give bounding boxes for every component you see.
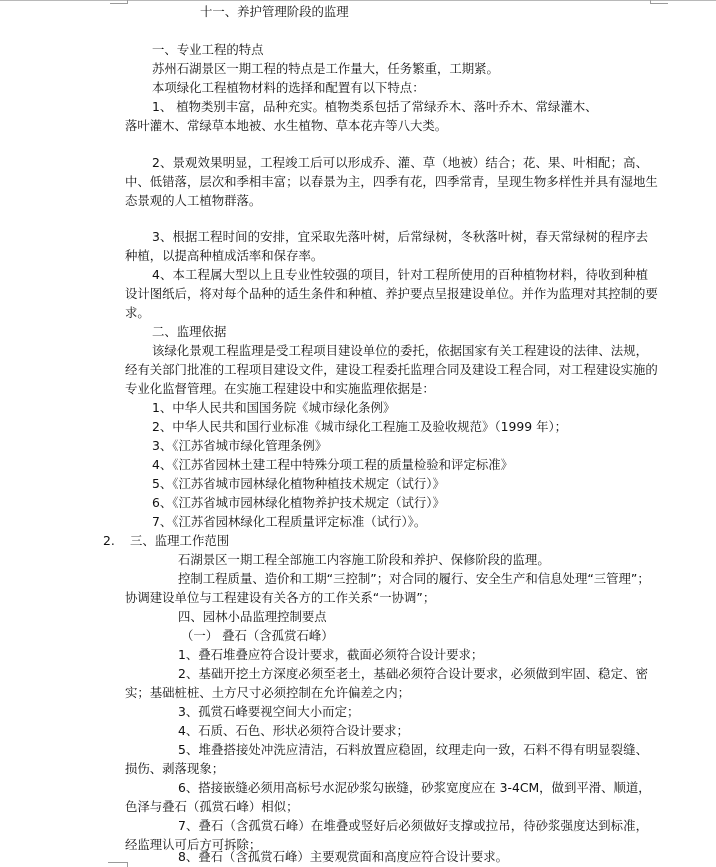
list-item-line: 2、景观效果明显，工程竣工后可以形成乔、灌、草（地被）结合；花、果、叶相配；高、 [152, 155, 648, 170]
paragraph-line: 石湖景区一期工程全部施工内容施工阶段和养护、保修阶段的监理。 [178, 552, 550, 567]
page-title: 十一、养护管理阶段的监理 [200, 4, 349, 19]
subsection-heading: （一） 叠石（含孤赏石峰） [181, 628, 334, 643]
page-top-edge [0, 0, 716, 1]
list-item-line: 落叶灌木、常绿草本地被、水生植物、草本花卉等八大类。 [125, 118, 448, 133]
list-item-line: 3、根据工程时间的安排，宜采取先落叶树，后常绿树，冬秋落叶树，春天常绿树的程序去 [152, 229, 648, 244]
control-item-line: 2、基础开挖土方深度必须至老土，基础必须符合设计要求，必须做到牢固、稳定、密 [178, 666, 648, 681]
paragraph-line: 苏州石湖景区一期工程的特点是工作量大，任务繁重，工期紧。 [152, 61, 499, 76]
paragraph-line: 专业化监督管理。在实施工程建设中和实施监理依据是： [125, 381, 435, 396]
control-item-line: 6、搭接嵌缝必须用高标号水泥砂浆勾嵌缝，砂浆宽度应在 3-4CM，做到平滑、顺道， [178, 780, 651, 795]
section-heading-basis: 二、监理依据 [152, 324, 227, 339]
section-heading-features: 一、专业工程的特点 [152, 42, 264, 57]
list-item-line: 中、低错落，层次和季相丰富；以春景为主，四季有花，四季常青，呈现生物多样性并具有湿地生 [125, 174, 658, 189]
list-item-line: 种植，以提高种植成活率和保存率。 [125, 248, 324, 263]
crop-mark-bottom-left [108, 862, 128, 863]
control-item-line: 实；基础桩桩、土方尺寸必须控制在允许偏差之内； [125, 685, 410, 700]
basis-list-item: 4、《江苏省园林土建工程中特殊分项工程的质量检验和评定标准》 [152, 457, 514, 472]
basis-list-item: 3、《江苏省城市绿化管理条例》 [152, 438, 328, 453]
basis-list-item: 2、中华人民共和国行业标准《城市绿化工程施工及验收规范》（1999 年）； [152, 419, 568, 434]
list-item-line: 设计图纸后，将对每个品种的适生条件和种植、养护要点呈报建设单位。并作为监理对其控制的要 [125, 286, 658, 301]
paragraph-line: 控制工程质量、造价和工期“三控制”；对合同的履行、安全生产和信息处理“三管理”； [178, 571, 650, 586]
paragraph-line: 经有关部门批准的工程项目建设文件，建设工程委托监理合同及建设工程合同，对工程建设实施的 [125, 362, 658, 377]
control-item-line: 4、石质、石色、形状必须符合设计要求； [178, 723, 409, 738]
list-item-line: 1、 植物类别丰富，品种充实。植物类系包括了常绿乔木、落叶乔木、常绿灌木、 [152, 99, 598, 114]
control-item-line: 色泽与叠石（孤赏石峰）相似； [125, 799, 299, 814]
basis-list-item: 7、《江苏省园林绿化工程质量评定标准（试行）》。 [152, 514, 427, 529]
control-item-line: 1、叠石堆叠应符合设计要求，截面必须符合设计要求； [178, 647, 484, 662]
basis-list-item: 5、《江苏省城市园林绿化植物种植技术规定（试行）》 [152, 476, 445, 491]
control-item-line: 5、堆叠搭接处冲洗应清洁，石料放置应稳固，纹理走向一致，石料不得有明显裂缝、 [178, 742, 648, 757]
control-item-line: 3、孤赏石峰要视空间大小而定； [178, 704, 360, 719]
paragraph-line: 协调建设单位与工程建设有关各方的工作关系“一协调”； [125, 590, 436, 605]
paragraph-line: 该绿化景观工程监理是受工程项目建设单位的委托，依据国家有关工程建设的法律、法规， [152, 343, 648, 358]
control-item-line: 8、叠石（含孤赏石峰）主要观赏面和高度应符合设计要求。 [178, 849, 509, 864]
control-item-line: 损伤、剥落现象； [125, 761, 225, 776]
basis-list-item: 1、中华人民共和国国务院《城市绿化条例》 [152, 400, 396, 415]
control-item-line: 7、叠石（含孤赏石峰）在堆叠或竖好后必须做好支撑或拉吊，待砂浆强度达到标准， [178, 818, 648, 833]
section-heading-scope: 三、监理工作范围 [130, 533, 230, 548]
crop-mark-bottom-left-vertical [127, 862, 128, 867]
basis-list-item: 6、《江苏省城市园林绿化植物养护技术规定（试行）》 [152, 495, 445, 510]
list-number: 2. [103, 533, 115, 548]
list-item-line: 态景观的人工植物群落。 [125, 193, 262, 208]
list-item-line: 求。 [125, 305, 150, 320]
control-item-line: 经监理认可后方可拆除； [125, 837, 262, 852]
crop-mark-top-right [650, 3, 668, 4]
crop-mark-top-left [110, 3, 128, 4]
paragraph-line: 本项绿化工程植物材料的选择和配置有以下特点： [152, 80, 425, 95]
section-heading-control-points: 四、园林小品监理控制要点 [178, 609, 327, 624]
crop-mark-top-left-vertical [127, 0, 128, 4]
list-item-line: 4、本工程属大型以上且专业性较强的项目，针对工程所使用的百种植物材料，待收到种植 [152, 267, 648, 282]
crop-mark-top-right-vertical [650, 0, 651, 4]
